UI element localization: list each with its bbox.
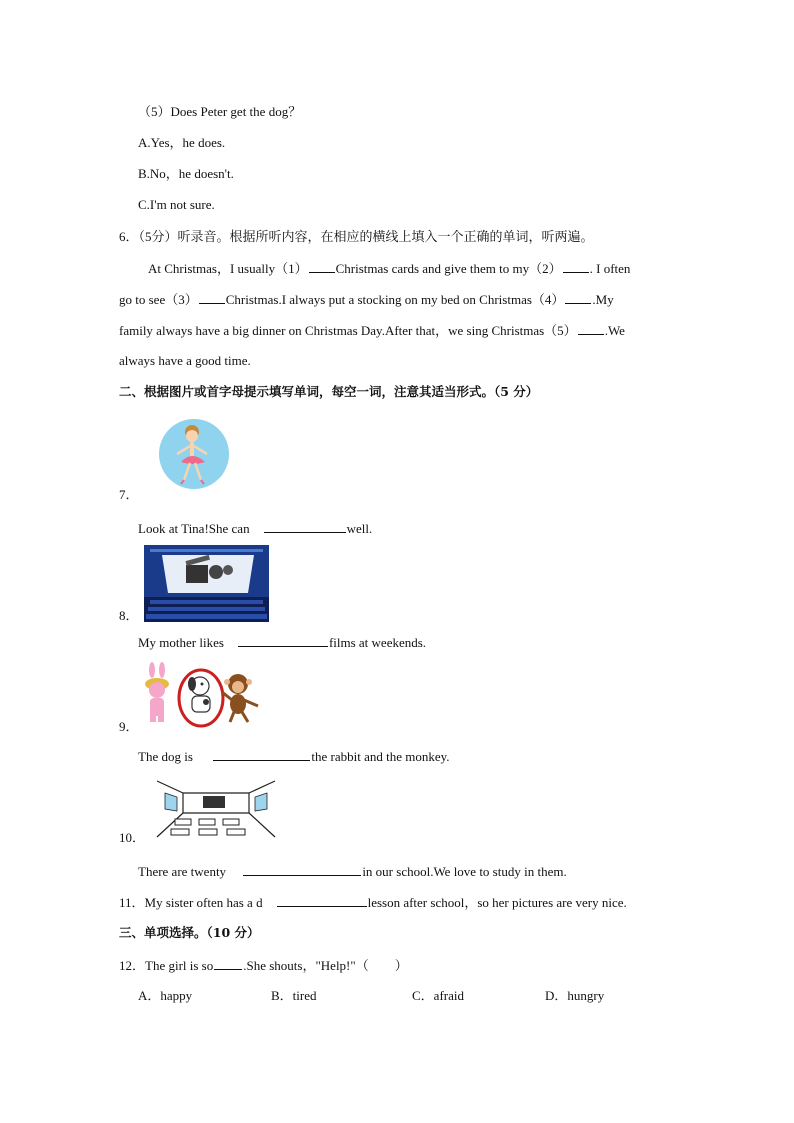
q5-option-a: A.Yes，he does. bbox=[138, 135, 226, 150]
q7-blank[interactable] bbox=[264, 520, 346, 533]
q7-number: 7． bbox=[119, 487, 139, 502]
q10-sentence: There are twenty in our school.We love to study in them. bbox=[138, 864, 567, 879]
animals-picture bbox=[142, 662, 264, 730]
q12-option-a[interactable]: A．happy bbox=[138, 988, 193, 1003]
q9-number: 9． bbox=[119, 719, 139, 734]
q8-sentence: My mother likes films at weekends. bbox=[138, 635, 427, 650]
q5-stem: （5）Does Peter get the dog？ bbox=[138, 104, 302, 119]
q10-blank[interactable] bbox=[243, 863, 361, 876]
q9-blank[interactable] bbox=[213, 748, 310, 761]
section2-title: 二、根据图片或首字母提示填写单词，每空一词，注意其适当形式。（5 分） bbox=[119, 384, 539, 399]
q11-sentence: 11．My sister often has a d lesson after school，so her pictures are very nice. bbox=[119, 895, 627, 910]
q6-blank-3[interactable] bbox=[199, 291, 225, 304]
q6-blank-2[interactable] bbox=[563, 260, 589, 273]
q6-para-line-3: family always have a big dinner on Christmas Day.After that，we sing Christmas（5） .We bbox=[119, 323, 625, 338]
q12-option-c[interactable]: C．afraid bbox=[412, 988, 464, 1003]
cinema-picture bbox=[144, 545, 269, 622]
q10-number: 10． bbox=[119, 830, 146, 845]
q6-blank-5[interactable] bbox=[578, 322, 604, 335]
q7-sentence: Look at Tina!She can well. bbox=[138, 521, 373, 536]
q6-heading: 6．（5分）听录音。根据所听内容，在相应的横线上填入一个正确的单词，听两遍。 bbox=[119, 229, 594, 244]
classroom-picture bbox=[155, 779, 277, 839]
q8-number: 8． bbox=[119, 608, 139, 623]
q6-para-line-2: go to see（3） Christmas.I always put a stocking on my bed on Christmas（4） .My bbox=[119, 292, 614, 307]
q8-blank[interactable] bbox=[238, 634, 328, 647]
ballet-dancer-picture bbox=[157, 418, 229, 498]
q5-option-b: B.No，he doesn't. bbox=[138, 166, 234, 181]
q12-blank[interactable] bbox=[214, 957, 242, 970]
q9-sentence: The dog is the rabbit and the monkey. bbox=[138, 749, 450, 764]
q6-para-line-4: always have a good time. bbox=[119, 353, 251, 368]
q6-para-line-1: At Christmas，I usually（1） Christmas cards and give them to my（2） . I often bbox=[148, 261, 631, 276]
q11-blank[interactable] bbox=[277, 894, 367, 907]
q5-option-c: C.I'm not sure. bbox=[138, 197, 215, 212]
q6-blank-4[interactable] bbox=[565, 291, 591, 304]
section3-title: 三、单项选择。（10 分） bbox=[119, 925, 260, 940]
q12-option-b[interactable]: B．tired bbox=[271, 988, 317, 1003]
q12-option-d[interactable]: D．hungry bbox=[545, 988, 605, 1003]
q12-stem: 12．The girl is so .She shouts，"Help!"（ ） bbox=[119, 958, 408, 973]
q6-blank-1[interactable] bbox=[309, 260, 335, 273]
